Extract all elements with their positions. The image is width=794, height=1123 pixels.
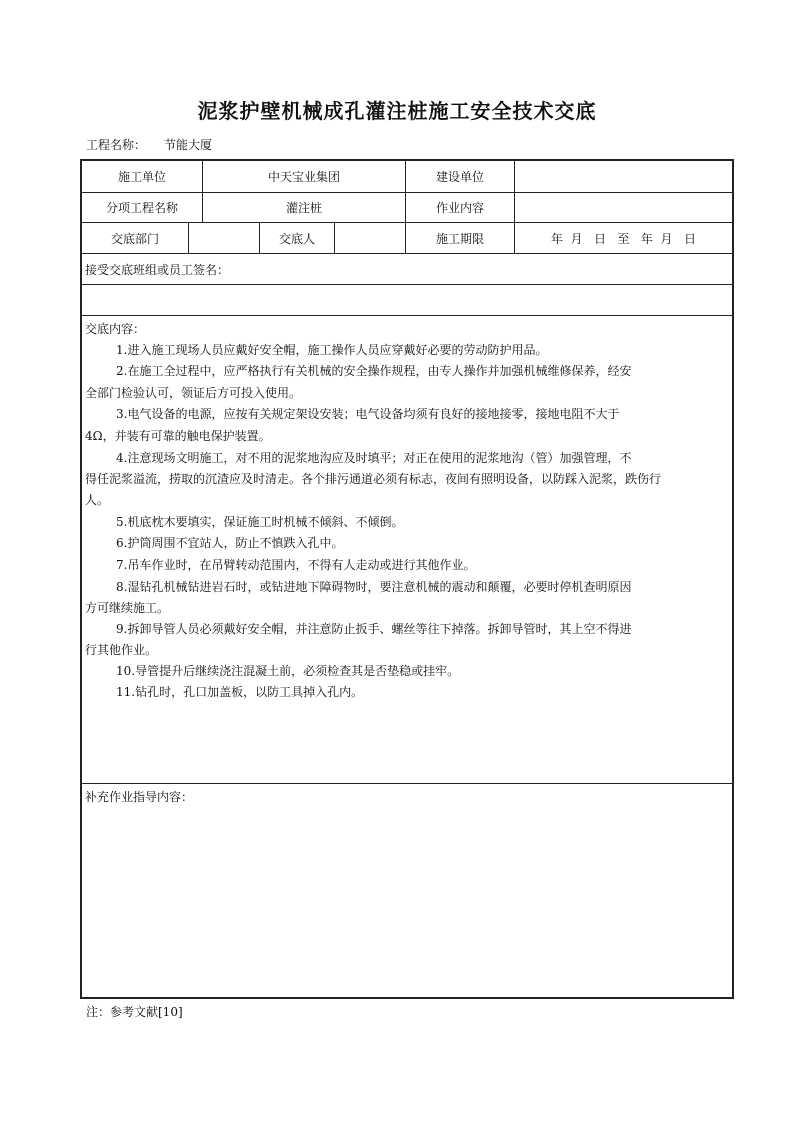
person-value <box>335 223 405 253</box>
person-label: 交底人 <box>278 231 315 246</box>
content-line: 10.导管提升后继续浇注混凝土前，必须检查其是否垫稳或挂牢。 <box>116 664 460 678</box>
work-content-value <box>515 193 732 222</box>
dept-label: 交底部门 <box>110 231 159 246</box>
construction-unit-label: 施工单位 <box>117 170 166 184</box>
content-line: 8.湿钻孔机械钻进岩石时，或钻进地下障碍物时，要注意机械的震动和颠覆，必要时停机查明原因 <box>116 580 632 594</box>
content-line: 5.机底枕木要填实，保证施工时机械不倾斜、不倾倒。 <box>116 515 404 529</box>
period-value: 年 月 日 至 年 月 日 <box>550 231 697 246</box>
project-label: 工程名称： <box>86 138 147 152</box>
content-line: 4.注意现场文明施工，对不用的泥浆地沟应及时填平；对正在使用的泥浆地沟（管）加强管理，不 <box>116 451 632 465</box>
content-line: 方可继续施工。 <box>85 601 170 615</box>
dept-value <box>189 223 259 253</box>
content-line: 9.拆卸导管人员必须戴好安全帽，并注意防止扳手、螺丝等往下掉落。拆卸导管时，其上空不得进 <box>116 622 632 636</box>
sub-project-value: 灌注桩 <box>285 201 322 215</box>
period-label: 施工期限 <box>435 231 484 246</box>
content-line: 行其他作业。 <box>85 643 158 657</box>
document-title: 泥浆护壁机械成孔灌注桩施工安全技术交底 <box>197 99 597 123</box>
owner-unit-label: 建设单位 <box>435 170 484 184</box>
content-line: 1.进入施工现场人员应戴好安全帽，施工操作人员应穿戴好必要的劳动防护用品。 <box>116 343 548 357</box>
project-name <box>86 136 230 153</box>
project-value: 节能大厦 <box>164 138 213 152</box>
construction-unit-value: 中天宝业集团 <box>267 170 340 184</box>
content-line: 人。 <box>85 493 110 507</box>
owner-unit-value <box>515 161 732 192</box>
supplement-label: 补充作业指导内容： <box>85 790 194 804</box>
content-line: 3.电气设备的电源，应按有关规定架设安装；电气设备均须有良好的接地接零，接地电阻不大于 <box>116 407 620 421</box>
sign-label: 接受交底班组或员工签名： <box>85 263 230 277</box>
content-line: 得任泥浆溢流，捞取的沉渣应及时清走。各个排污通道必须有标志，夜间有照明设备，以防踩入泥浆，跌伤行 <box>85 472 662 486</box>
content-line: 2.在施工全过程中，应严格执行有关机械的安全操作规程，由专人操作并加强机械维修保养，经安 <box>116 364 632 378</box>
content-line: 6.护筒周围不宜站人，防止不慎跌入孔中。 <box>116 536 344 550</box>
work-content-label: 作业内容 <box>435 201 484 215</box>
content-line: 11.钻孔时，孔口加盖板，以防工具掉入孔内。 <box>116 685 364 699</box>
sub-project-label: 分项工程名称 <box>105 201 178 215</box>
content-line: 4Ω，并装有可靠的触电保护装置。 <box>85 429 271 443</box>
footnote: 注：参考文献[10] <box>86 1005 183 1019</box>
content-line: 7.吊车作业时，在吊臂转动范围内，不得有人走动或进行其他作业。 <box>116 558 476 572</box>
content-label: 交底内容： <box>85 322 146 336</box>
content-line: 全部门检验认可，领证后方可投入使用。 <box>85 386 302 400</box>
